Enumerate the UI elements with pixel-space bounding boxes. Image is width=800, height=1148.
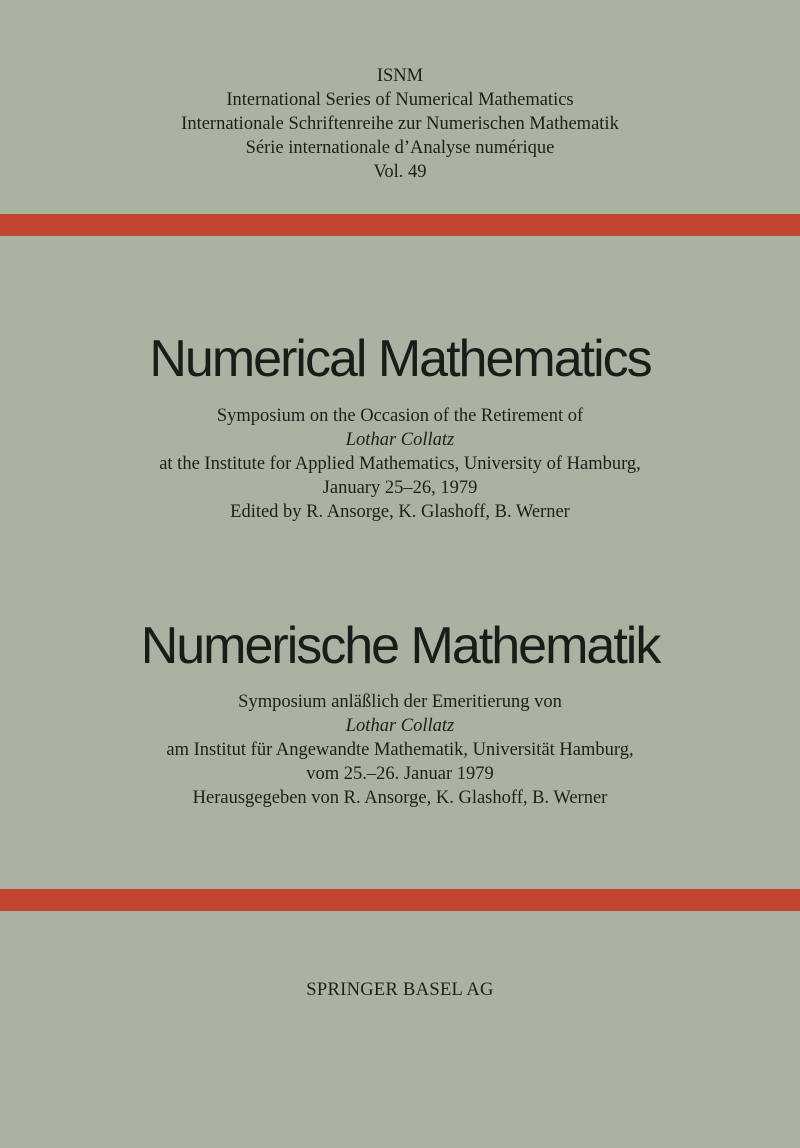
series-name-french: Série internationale d’Analyse numérique [245,138,555,158]
english-editors: Edited by R. Ansorge, K. Glashoff, B. Werner [230,502,570,522]
english-honoree: Lothar Collatz [345,430,455,450]
german-honoree: Lothar Collatz [345,716,455,736]
series-volume: Vol. 49 [373,162,427,182]
series-header [0,64,800,184]
english-description [0,404,800,524]
bottom-divider-stripe [0,889,800,911]
english-venue-line: at the Institute for Applied Mathematics, University of Hamburg, [159,454,641,474]
german-editors: Herausgegeben von R. Ansorge, K. Glashoff, B. Werner [192,788,608,808]
series-acronym: ISNM [376,66,424,86]
german-title: Numerische Mathematik [140,617,660,675]
english-title: Numerical Mathematics [149,330,651,388]
english-occasion-line: Symposium on the Occasion of the Retirement of [216,406,584,426]
german-date: vom 25.–26. Januar 1979 [306,764,494,784]
publisher-name: SPRINGER BASEL AG [306,980,494,1000]
german-description [0,690,800,810]
top-divider-stripe [0,214,800,236]
german-occasion-line: Symposium anläßlich der Emeritierung von [238,692,562,712]
german-venue-line: am Institut für Angewandte Mathematik, Universität Hamburg, [166,740,634,760]
series-name-german: Internationale Schriftenreihe zur Numerischen Mathematik [181,114,619,134]
series-name-english: International Series of Numerical Mathematics [226,90,574,110]
english-date: January 25–26, 1979 [322,478,478,498]
